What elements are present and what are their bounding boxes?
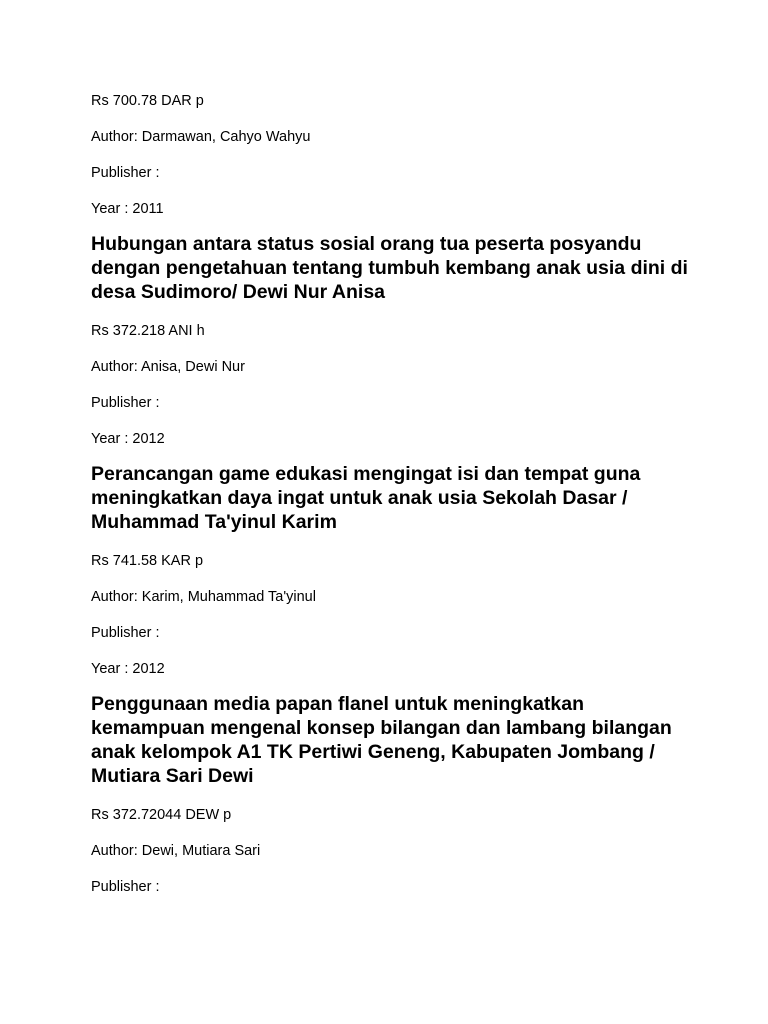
call-number: Rs 741.58 KAR p [91, 553, 204, 569]
record-title: Penggunaan media papan flanel untuk meningkatkan kemampuan mengenal konsep bilangan dan lambang bilangan anak kelompok A1 TK Pertiwi Geneng, Kabupaten Jombang / Mutiara Sari Dewi [91, 693, 672, 787]
author-line: Author: Anisa, Dewi Nur [91, 359, 245, 375]
author-line: Author: Karim, Muhammad Ta'yinul [91, 589, 316, 605]
call-number: Rs 372.218 ANI h [91, 323, 205, 339]
publisher-line: Publisher : [91, 625, 160, 641]
record-title: Hubungan antara status sosial orang tua peserta posyandu dengan pengetahuan tentang tumbuh kembang anak usia dini di desa Sudimoro/ Dewi Nur Anisa [91, 233, 688, 303]
publisher-line: Publisher : [91, 165, 160, 181]
author-line: Author: Darmawan, Cahyo Wahyu [91, 129, 311, 145]
call-number: Rs 700.78 DAR p [91, 93, 204, 109]
record-entry [91, 462, 691, 678]
publisher-line: Publisher : [91, 395, 160, 411]
year-line: Year : 2012 [91, 661, 165, 677]
call-number: Rs 372.72044 DEW p [91, 807, 232, 823]
record-entry [91, 692, 691, 896]
record-title: Perancangan game edukasi mengingat isi dan tempat guna meningkatkan daya ingat untuk anak usia Sekolah Dasar / Muhammad Ta'yinul Karim [91, 463, 641, 533]
year-line: Year : 2011 [91, 201, 164, 217]
publisher-line: Publisher : [91, 879, 160, 895]
record-entry [91, 92, 691, 218]
document-page [91, 92, 691, 910]
record-entry [91, 232, 691, 448]
year-line: Year : 2012 [91, 431, 165, 447]
author-line: Author: Dewi, Mutiara Sari [91, 843, 261, 859]
